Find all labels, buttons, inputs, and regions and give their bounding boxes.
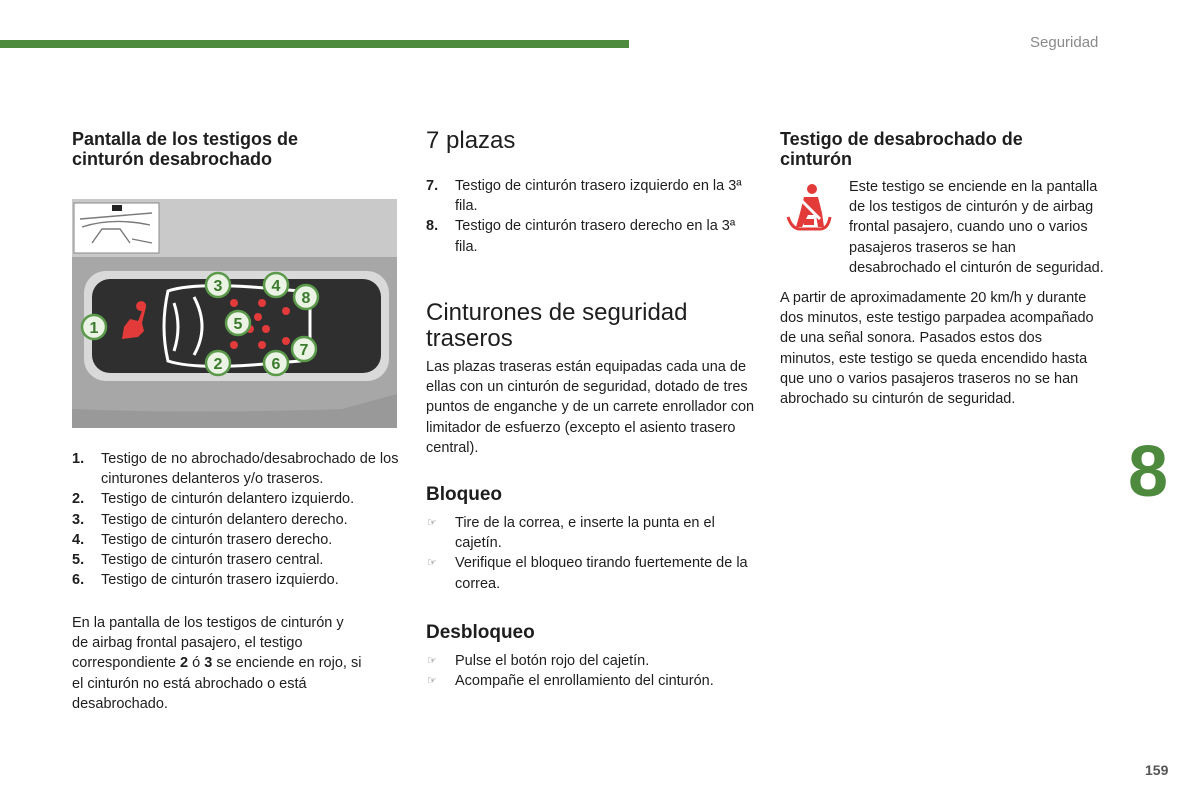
svg-text:7: 7 xyxy=(299,342,309,359)
unlock-title: Desbloqueo xyxy=(426,622,535,643)
callout-5 xyxy=(226,311,250,335)
callout-1 xyxy=(82,315,106,339)
legend-item: 7. Testigo de cinturón trasero izquierdo en la 3ª fila. xyxy=(426,178,742,215)
list-item: ☞ Tire de la correa, e inserte la punta en el cajetín. xyxy=(427,515,715,552)
arrow-icon: ☞ xyxy=(427,517,437,529)
arrow-icon: ☞ xyxy=(427,675,437,688)
right-paragraph: A partir de aproximadamente 20 km/h y durante dos minutos, este testigo parpadea acompañado de una señal sonora. Pasados estos dos minutos, este testigo se queda encendido hasta que uno o varios pasajeros traseros no se han abrochado su cinturón de seguridad. xyxy=(780,290,1094,408)
list-item: ☞ Acompañe el enrollamiento del cinturón. xyxy=(426,671,756,691)
unlock-list xyxy=(426,651,756,691)
list-item: ☞ Pulse el botón rojo del cajetín. xyxy=(426,651,756,671)
svg-text:5: 5 xyxy=(233,316,243,333)
right-heading: Testigo de desabrochado de cinturón xyxy=(780,129,1023,169)
callout-8 xyxy=(294,285,318,309)
title-rear-belts: Cinturones de seguridad traseros xyxy=(426,299,688,352)
page-number: 159 xyxy=(1145,762,1169,778)
arrow-icon: ☞ xyxy=(427,557,437,570)
header-bar xyxy=(0,40,629,48)
left-heading: Pantalla de los testigos de cinturón desabrochado xyxy=(72,129,299,169)
left-note: En la pantalla de los testigos de cinturón y de airbag frontal pasajero, el testigo correspondiente 2 ó 3 se enciende en rojo, si el cinturón no está abrochado o está desabrochado. xyxy=(72,615,362,712)
lock-list xyxy=(426,513,756,594)
seatbelt-display-figure xyxy=(72,199,397,428)
seatbelt-warning-icon xyxy=(786,183,832,235)
callout-3 xyxy=(206,273,230,297)
legend-item: 1. Testigo de no abrochado/desabrochado de los cinturones delanteros y/o traseros. xyxy=(72,451,399,488)
svg-text:3: 3 xyxy=(213,278,223,295)
legend-item: 6. Testigo de cinturón trasero izquierdo. xyxy=(72,572,339,589)
svg-text:2: 2 xyxy=(213,356,223,373)
svg-text:1: 1 xyxy=(89,320,99,337)
legend-item: 2. Testigo de cinturón delantero izquierdo. xyxy=(72,491,355,508)
title-7-seats: 7 plazas xyxy=(426,127,516,154)
legend-item: 8. Testigo de cinturón trasero derecho en la 3ª fila. xyxy=(426,218,736,255)
callout-6 xyxy=(264,351,288,375)
lamp-description: Este testigo se enciende en la pantalla de los testigos de cinturón y de airbag frontal pasajero, cuando uno o varios pasajeros traseros se han desabrochado el cinturón de seguridad. xyxy=(849,179,1104,276)
section-title: Seguridad xyxy=(1030,34,1099,51)
callout-layer xyxy=(72,199,397,428)
legend-item: 4. Testigo de cinturón trasero derecho. xyxy=(72,531,333,548)
left-legend xyxy=(72,449,402,590)
callout-4 xyxy=(264,273,288,297)
callout-7 xyxy=(292,337,316,361)
list-item: ☞ Verifique el bloqueo tirando fuertemente de la correa. xyxy=(427,555,748,592)
svg-text:6: 6 xyxy=(271,356,281,373)
legend-item: 5. Testigo de cinturón trasero central. xyxy=(72,552,324,569)
arrow-icon: ☞ xyxy=(427,655,437,667)
list-7-seats xyxy=(426,176,756,257)
svg-text:4: 4 xyxy=(271,278,281,295)
lock-title: Bloqueo xyxy=(426,484,502,505)
chapter-number: 8 xyxy=(1128,432,1169,512)
callout-2 xyxy=(206,351,230,375)
svg-text:8: 8 xyxy=(301,290,311,307)
rear-belts-text: Las plazas traseras están equipadas cada una de ellas con un cinturón de seguridad, dotado de tres puntos de enganche y de un carrete enrollador con limitador de esfuerzo (excepto el asiento trasero central). xyxy=(426,359,755,456)
legend-item: 3. Testigo de cinturón delantero derecho. xyxy=(72,511,348,528)
